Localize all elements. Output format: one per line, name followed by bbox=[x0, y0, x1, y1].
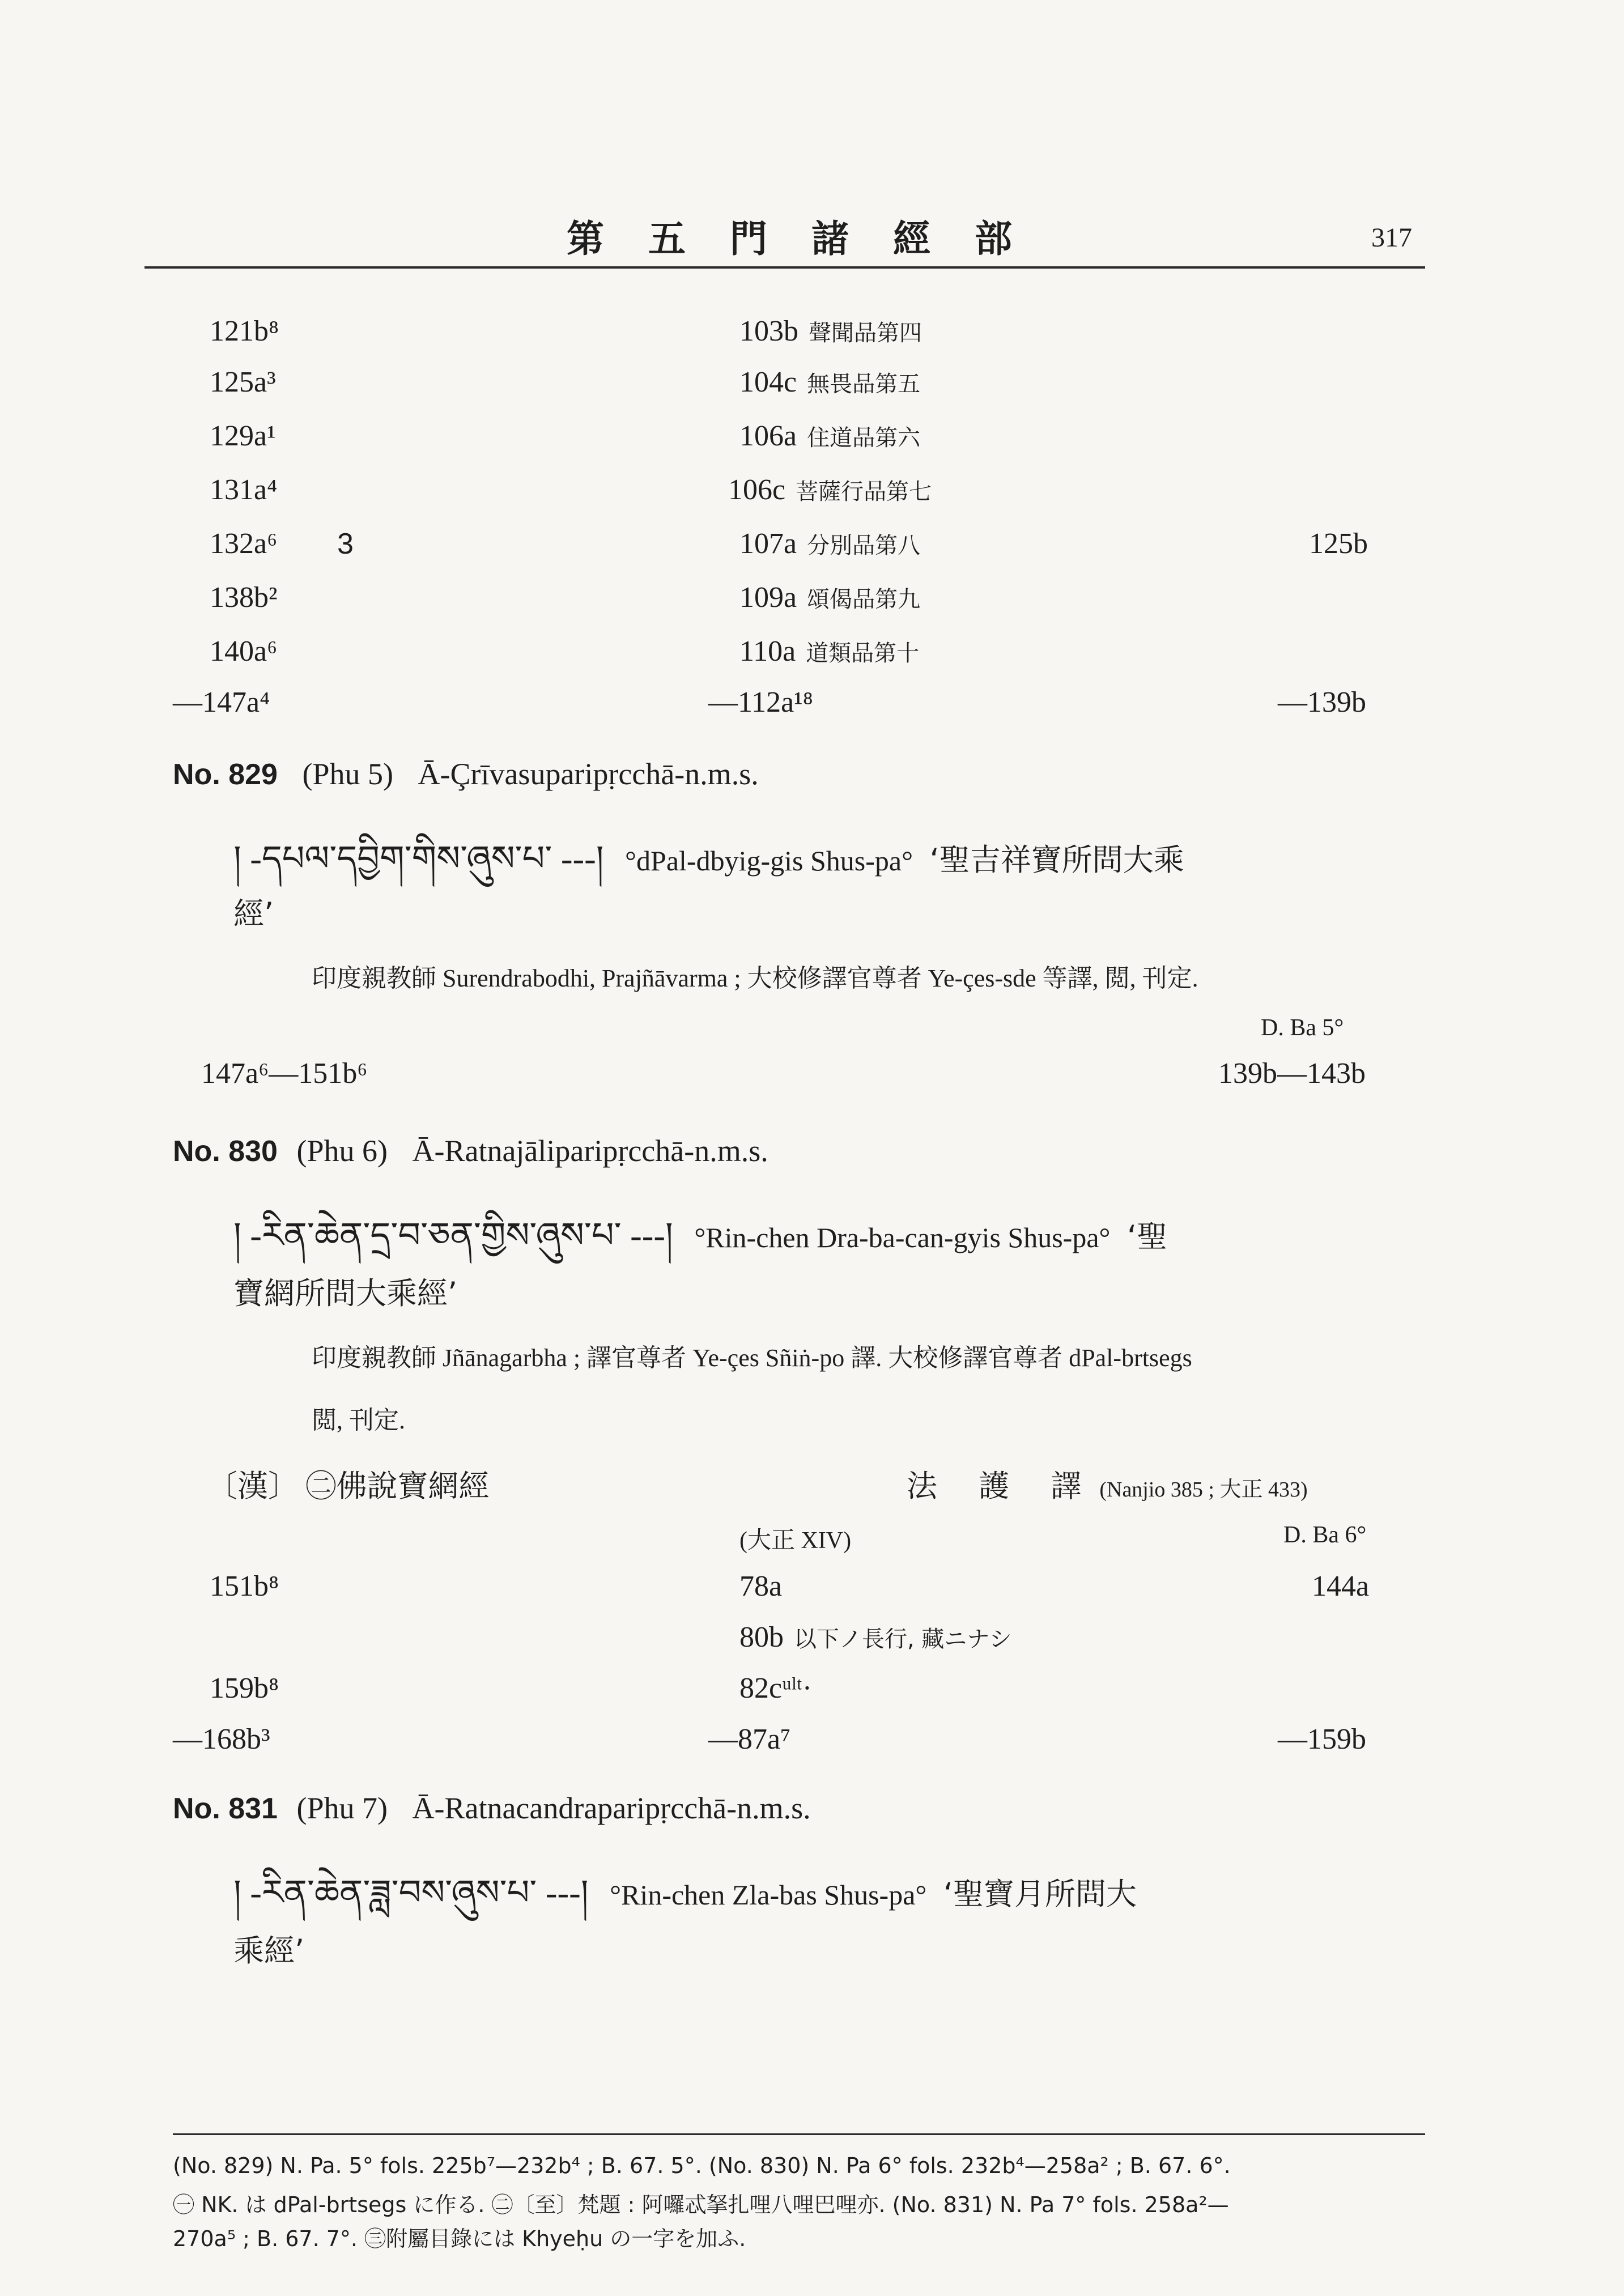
entry-title-line bbox=[233, 819, 1184, 918]
table-row: 106a 住道品第六 bbox=[739, 420, 921, 452]
table-row: 125a³ bbox=[210, 366, 276, 398]
entry-sanskrit-title: Ā-Çrīvasuparipṛcchā-n.m.s. bbox=[418, 757, 759, 791]
table-row: —87a⁷ bbox=[708, 1723, 791, 1755]
cjk-title-cont: 寶網所問大乘經’ bbox=[233, 1275, 458, 1311]
translators-cont: 閲, 刊定. bbox=[312, 1406, 405, 1434]
table-row: —112a¹⁸ bbox=[708, 686, 813, 718]
han-translator: 法 護 譯 bbox=[907, 1468, 1098, 1504]
cjk-title: ‘聖吉祥寶所問大乘 bbox=[929, 842, 1184, 878]
tibetan-title: ། -རིན་ཆེན་ཟླ་བས་ཞུས་པ་ ---། bbox=[233, 1874, 589, 1912]
footnote-rule bbox=[173, 2133, 1425, 2135]
tibetan-title: ། -རིན་ཆེན་དྲ་བ་ཅན་གྱིས་ཞུས་པ་ ---། bbox=[233, 1217, 673, 1255]
table-row: 159b⁸ bbox=[210, 1672, 279, 1704]
entry-section: (Phu 6) bbox=[296, 1134, 388, 1168]
table-row: 103b 聲聞品第四 bbox=[739, 315, 922, 347]
range-right: 139b—143b bbox=[1218, 1057, 1366, 1090]
table-cell-right: —159b bbox=[1278, 1723, 1366, 1755]
entry-heading bbox=[173, 1791, 811, 1826]
table-row: 78a bbox=[739, 1570, 783, 1602]
page-title: 第五門諸經部 bbox=[567, 216, 1056, 261]
table-row: 132a⁶ bbox=[210, 528, 278, 560]
table-cell-right: 125b bbox=[1309, 528, 1368, 560]
entry-heading bbox=[173, 1133, 768, 1168]
entry-number: No. 829 bbox=[173, 758, 278, 791]
entry-heading bbox=[173, 756, 759, 792]
translators: 印度親教師 Jñānagarbha ; 譯官尊者 Ye-çes Sñiṅ-po 譯. 大校修譯官尊者 dPal-brtsegs bbox=[312, 1344, 1192, 1372]
range-left: 147a⁶—151b⁶ bbox=[201, 1057, 368, 1090]
table-row: 106c 菩薩行品第七 bbox=[728, 474, 932, 506]
table-row: 121b⁸ bbox=[210, 315, 279, 347]
footnote-line: (No. 829) N. Pa. 5° fols. 225b⁷—232b⁴ ; B. 67. 5°. (No. 830) N. Pa 6° fols. 232b⁴—258a² ; B. 67. 6°. bbox=[173, 2153, 1231, 2178]
cjk-title-cont: 乘經’ bbox=[233, 1933, 305, 1968]
romanized-title: °dPal-dbyig-gis Shus-pa° bbox=[625, 845, 913, 877]
table-row: 80b 以下ノ長行, 藏ニナシ bbox=[739, 1621, 1012, 1653]
han-title: ㊁佛說寶網經 bbox=[305, 1468, 490, 1504]
table-row: 131a⁴ bbox=[210, 474, 278, 506]
table-row: 129a¹ bbox=[210, 420, 276, 452]
table-row: —168b³ bbox=[173, 1723, 270, 1755]
han-translator-line bbox=[907, 1462, 1308, 1506]
entry-number: No. 830 bbox=[173, 1135, 278, 1168]
table-row: 82cᵘˡᵗ· bbox=[739, 1672, 813, 1704]
entry-section: (Phu 5) bbox=[302, 757, 393, 791]
table-row: 140a⁶ bbox=[210, 635, 278, 667]
table-row: 107a 分別品第八 bbox=[739, 528, 921, 560]
han-label: 〔漢〕 bbox=[207, 1468, 299, 1504]
table-cell-count: 3 bbox=[337, 528, 354, 560]
table-row: 104c 無畏品第五 bbox=[739, 366, 921, 398]
page-number: 317 bbox=[1371, 223, 1412, 253]
romanized-title: °Rin-chen Dra-ba-can-gyis Shus-pa° bbox=[694, 1222, 1111, 1253]
derge-ref: D. Ba 6° bbox=[1283, 1522, 1367, 1548]
footnote-line: ㊀ NK. は dPal-brtsegs に作る. ㊁〔至〕梵題 : 阿囉忒拏扎哩八哩巴哩亦. (No. 831) N. Pa 7° fols. 258a²— bbox=[173, 2192, 1229, 2217]
table-row: 138b² bbox=[210, 581, 278, 614]
table-row: 109a 頌偈品第九 bbox=[739, 581, 921, 614]
header-rule bbox=[144, 266, 1425, 269]
translators: 印度親教師 Surendrabodhi, Prajñāvarma ; 大校修譯官尊者 Ye-çes-sde 等譯, 閲, 刊定. bbox=[312, 964, 1198, 992]
table-cell-right: 144a bbox=[1312, 1570, 1370, 1602]
chinese-parallel bbox=[207, 1462, 490, 1506]
footnote-line: 270a⁵ ; B. 67. 7°. ㊂附屬目錄には Khyeḥu の一字を加ふ. bbox=[173, 2226, 746, 2251]
table-cell-right: —139b bbox=[1278, 686, 1366, 718]
romanized-title: °Rin-chen Zla-bas Shus-pa° bbox=[610, 1879, 927, 1911]
table-row: 151b⁸ bbox=[210, 1570, 279, 1602]
taisho-volume: (大正 XIV) bbox=[739, 1528, 852, 1554]
entry-sanskrit-title: Ā-Ratnajāliparipṛcchā-n.m.s. bbox=[412, 1134, 768, 1168]
table-row: —147a⁴ bbox=[173, 686, 270, 718]
entry-number: No. 831 bbox=[173, 1792, 278, 1825]
cjk-title: ‘聖寶月所問大 bbox=[943, 1876, 1137, 1912]
cjk-title: ‘聖 bbox=[1127, 1219, 1168, 1255]
derge-ref: D. Ba 5° bbox=[1261, 1015, 1344, 1041]
tibetan-title: ། -དཔལ་དབྱིག་གིས་ཞུས་པ་ ---། bbox=[233, 840, 604, 878]
cjk-title-cont: 經’ bbox=[233, 896, 274, 932]
entry-title-line bbox=[233, 1853, 1137, 1952]
entry-sanskrit-title: Ā-Ratnacandraparipṛcchā-n.m.s. bbox=[412, 1791, 811, 1825]
han-ref: (Nanjio 385 ; 大正 433) bbox=[1099, 1478, 1308, 1502]
table-row: 110a 道類品第十 bbox=[739, 635, 920, 667]
entry-section: (Phu 7) bbox=[296, 1791, 388, 1825]
